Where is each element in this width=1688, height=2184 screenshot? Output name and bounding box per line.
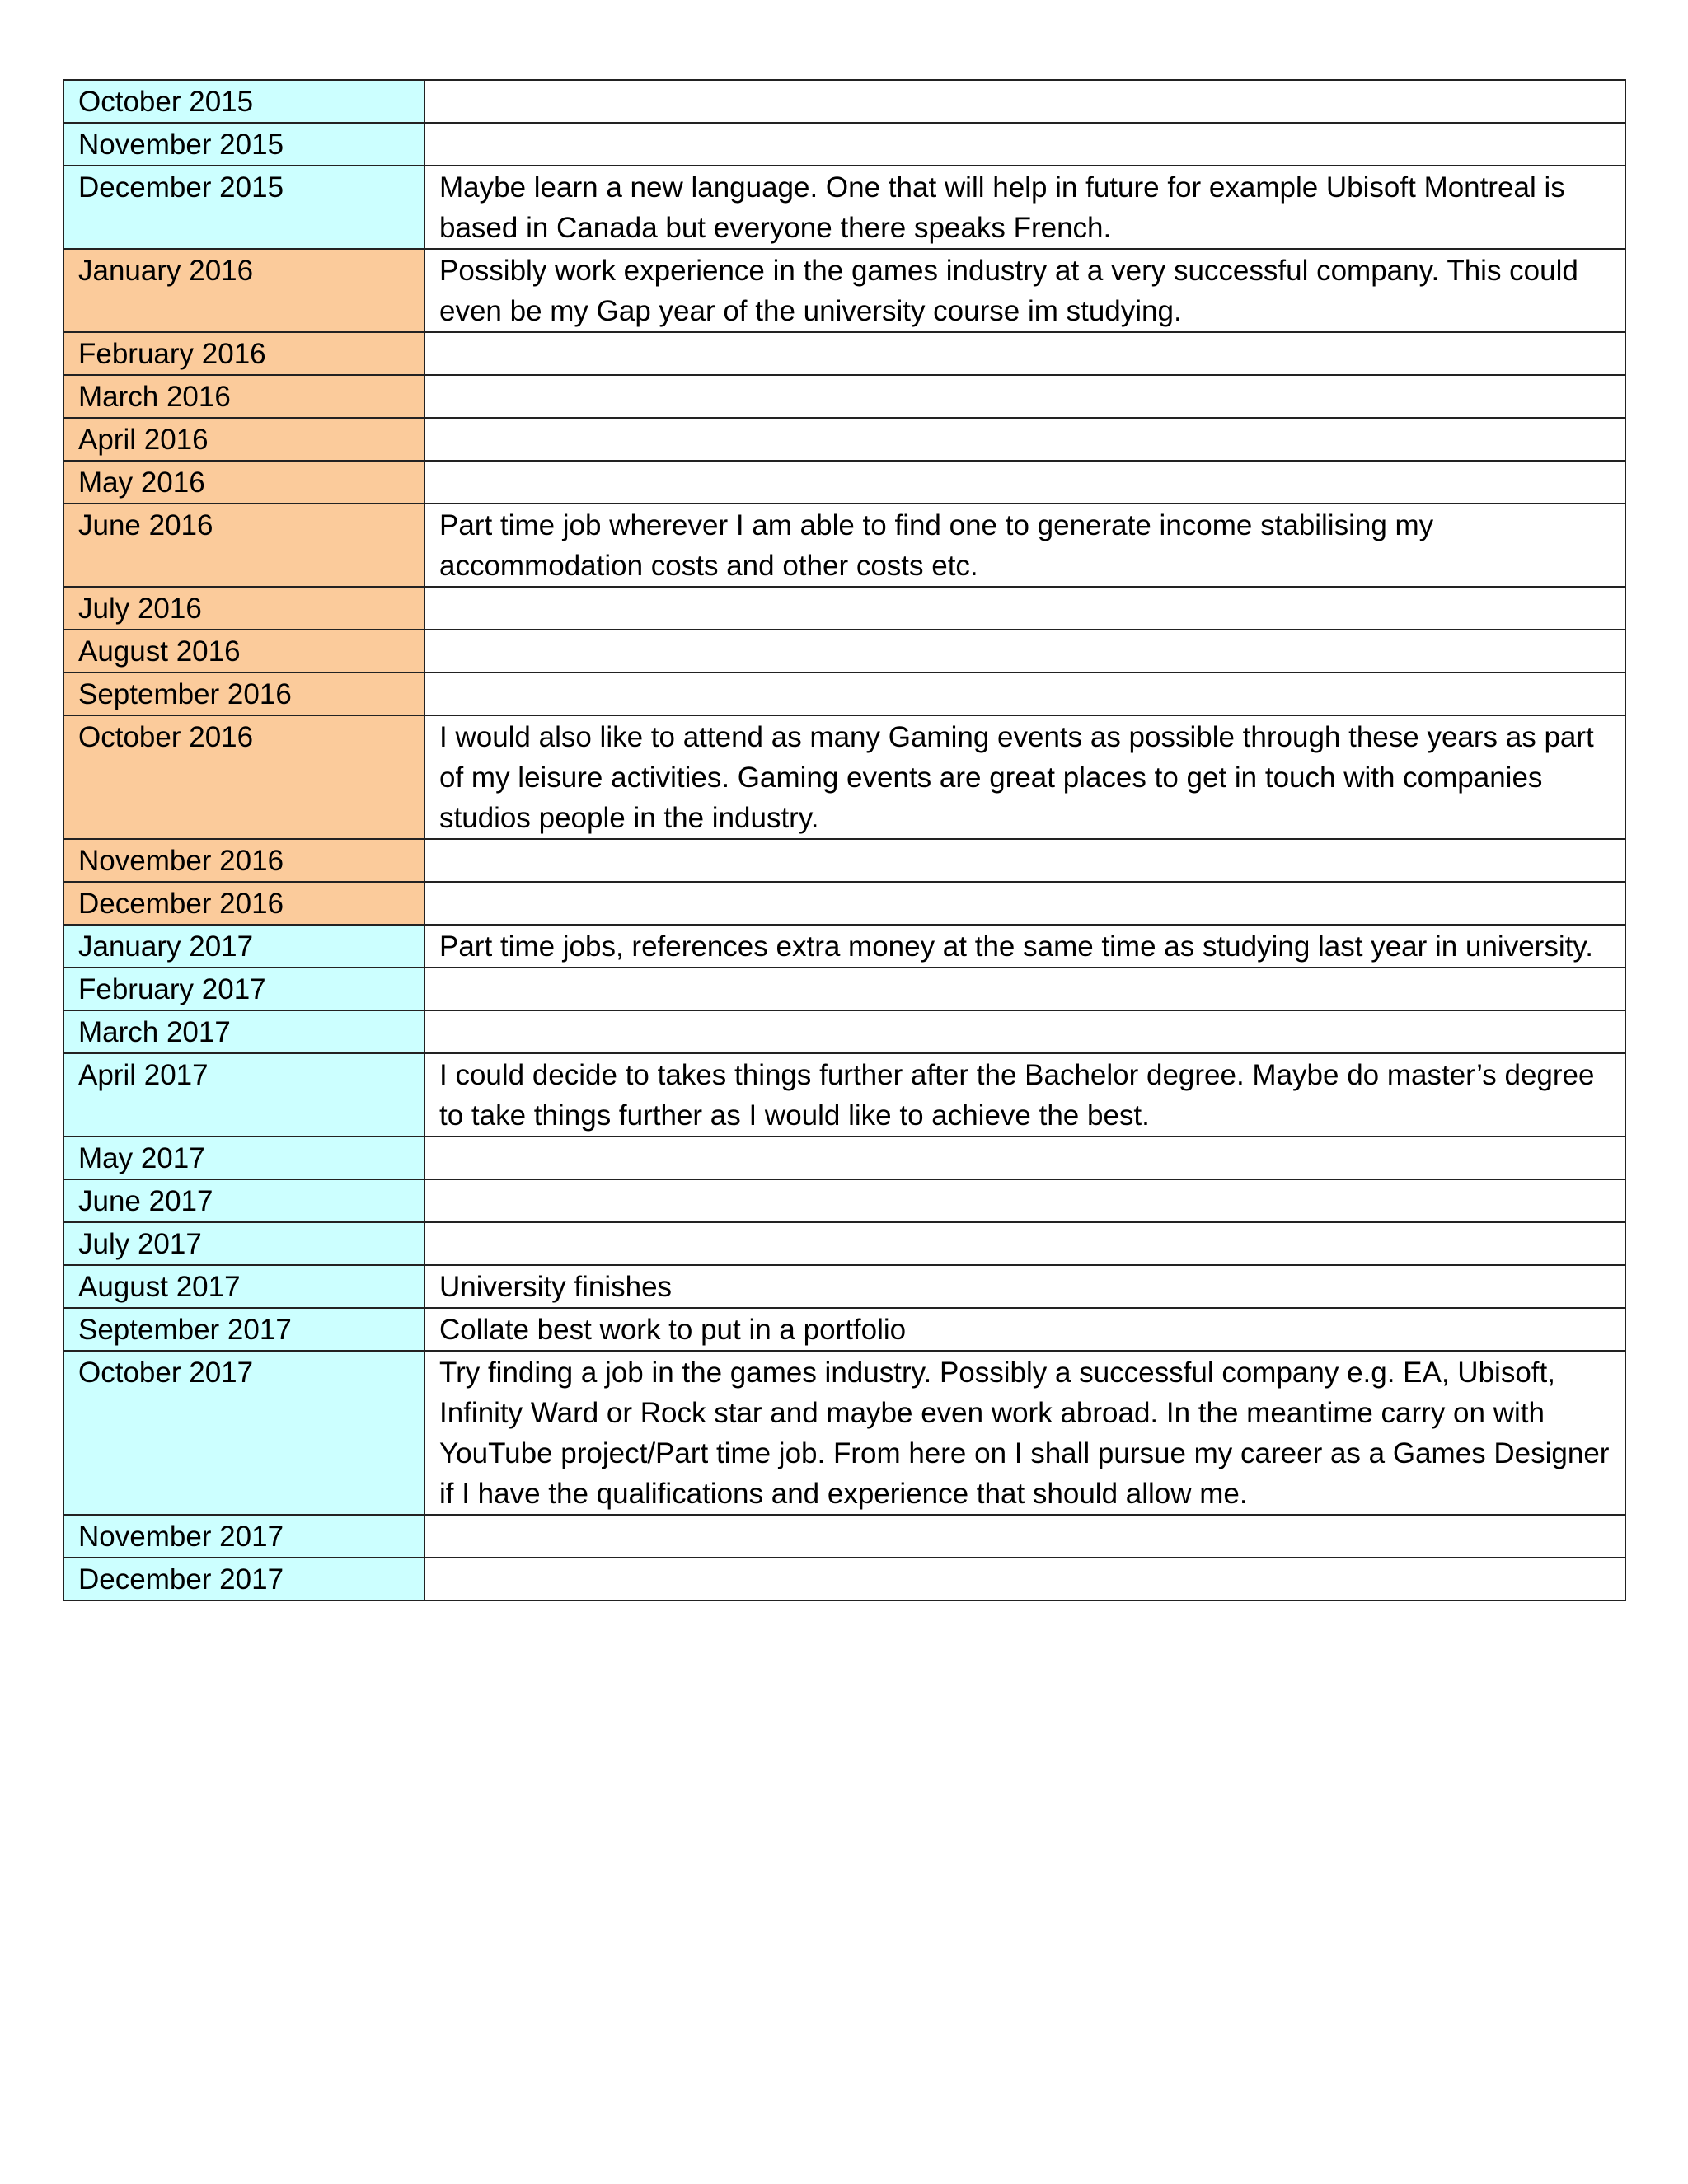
table-row [63, 1558, 1625, 1601]
month-cell: April 2017 [63, 1053, 424, 1137]
note-cell: Possibly work experience in the games industry at a very successful company. This could even be my Gap year of the university course im studying. [424, 249, 1625, 332]
month-cell: January 2016 [63, 249, 424, 332]
table-row [63, 249, 1625, 332]
note-cell: Collate best work to put in a portfolio [424, 1308, 1625, 1351]
month-cell: May 2017 [63, 1137, 424, 1179]
table-row [63, 375, 1625, 418]
table-row [63, 1265, 1625, 1308]
table-row [63, 418, 1625, 461]
month-cell: February 2016 [63, 332, 424, 375]
timeline-body [63, 80, 1625, 1601]
table-row [63, 839, 1625, 882]
table-row [63, 630, 1625, 673]
month-cell: September 2017 [63, 1308, 424, 1351]
month-cell: July 2017 [63, 1222, 424, 1265]
note-cell: I could decide to takes things further after the Bachelor degree. Maybe do master’s degree to take things further as I would like to achieve the best. [424, 1053, 1625, 1137]
month-cell: October 2016 [63, 715, 424, 839]
table-row [63, 1010, 1625, 1053]
note-cell [424, 673, 1625, 715]
note-cell [424, 418, 1625, 461]
note-cell [424, 1179, 1625, 1222]
note-cell [424, 80, 1625, 123]
note-cell [424, 461, 1625, 504]
month-cell: June 2017 [63, 1179, 424, 1222]
note-cell: Maybe learn a new language. One that will help in future for example Ubisoft Montreal is based in Canada but everyone there speaks French. [424, 166, 1625, 249]
table-row [63, 882, 1625, 925]
month-cell: October 2015 [63, 80, 424, 123]
note-cell [424, 1010, 1625, 1053]
note-cell [424, 882, 1625, 925]
month-cell: August 2017 [63, 1265, 424, 1308]
table-row [63, 1179, 1625, 1222]
month-cell: March 2016 [63, 375, 424, 418]
month-cell: April 2016 [63, 418, 424, 461]
note-cell: University finishes [424, 1265, 1625, 1308]
note-cell [424, 839, 1625, 882]
table-row [63, 1137, 1625, 1179]
note-cell [424, 630, 1625, 673]
note-cell: I would also like to attend as many Gaming events as possible through these years as part of my leisure activities. Gaming events are great places to get in touch with companies studios people in the industry. [424, 715, 1625, 839]
note-cell [424, 123, 1625, 166]
table-row [63, 925, 1625, 968]
month-cell: November 2015 [63, 123, 424, 166]
note-cell [424, 1515, 1625, 1558]
note-cell [424, 332, 1625, 375]
month-cell: July 2016 [63, 587, 424, 630]
month-cell: March 2017 [63, 1010, 424, 1053]
note-cell: Part time jobs, references extra money at the same time as studying last year in university. [424, 925, 1625, 968]
table-row [63, 332, 1625, 375]
table-row [63, 587, 1625, 630]
month-cell: June 2016 [63, 504, 424, 587]
month-cell: October 2017 [63, 1351, 424, 1515]
note-cell [424, 587, 1625, 630]
table-row [63, 1053, 1625, 1137]
note-cell [424, 375, 1625, 418]
table-row [63, 166, 1625, 249]
month-cell: January 2017 [63, 925, 424, 968]
table-row [63, 1515, 1625, 1558]
month-cell: December 2016 [63, 882, 424, 925]
note-cell: Try finding a job in the games industry. Possibly a successful company e.g. EA, Ubisoft, Infinity Ward or Rock star and maybe even work abroad. In the meantime carry on with YouTube project/Part time job. From here on I shall pursue my career as a Games Designer if I have the qualifications and experience that should allow me. [424, 1351, 1625, 1515]
table-row [63, 715, 1625, 839]
month-cell: August 2016 [63, 630, 424, 673]
month-cell: February 2017 [63, 968, 424, 1010]
month-cell: May 2016 [63, 461, 424, 504]
month-cell: September 2016 [63, 673, 424, 715]
note-cell [424, 968, 1625, 1010]
note-cell [424, 1558, 1625, 1601]
table-row [63, 461, 1625, 504]
table-row [63, 968, 1625, 1010]
month-cell: December 2015 [63, 166, 424, 249]
month-cell: December 2017 [63, 1558, 424, 1601]
table-row [63, 1222, 1625, 1265]
timeline-table [63, 79, 1626, 1601]
table-row [63, 504, 1625, 587]
table-row [63, 123, 1625, 166]
table-row [63, 673, 1625, 715]
month-cell: November 2017 [63, 1515, 424, 1558]
note-cell [424, 1137, 1625, 1179]
table-row [63, 1351, 1625, 1515]
note-cell: Part time job wherever I am able to find one to generate income stabilising my accommodation costs and other costs etc. [424, 504, 1625, 587]
month-cell: November 2016 [63, 839, 424, 882]
table-row [63, 1308, 1625, 1351]
table-row [63, 80, 1625, 123]
note-cell [424, 1222, 1625, 1265]
